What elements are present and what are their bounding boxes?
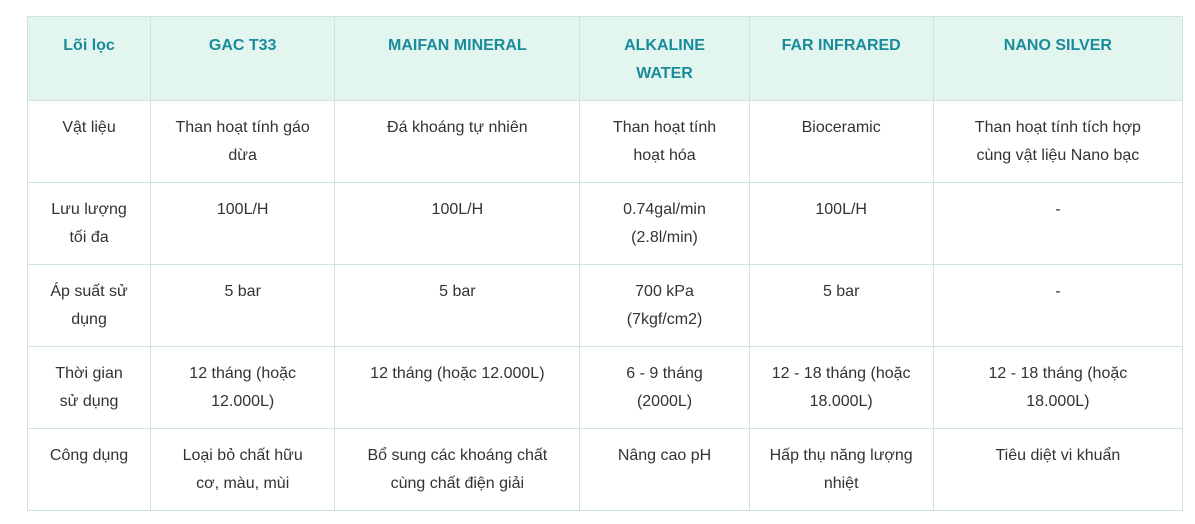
table-cell: Loại bỏ chất hữu cơ, màu, mùi xyxy=(151,429,335,511)
table-row xyxy=(28,347,1183,429)
header-cell-nano-silver: NANO SILVER xyxy=(933,17,1182,101)
table-cell: Tiêu diệt vi khuẩn xyxy=(933,429,1182,511)
table-cell: Than hoạt tính gáo dừa xyxy=(151,101,335,183)
header-cell-filter: Lõi lọc xyxy=(28,17,151,101)
table-cell: Bổ sung các khoáng chất cùng chất điện giải xyxy=(335,429,580,511)
table-cell: 12 - 18 tháng (hoặc 18.000L) xyxy=(933,347,1182,429)
table-cell: - xyxy=(933,265,1182,347)
table-row xyxy=(28,101,1183,183)
table-cell: 100L/H xyxy=(151,183,335,265)
table-row xyxy=(28,183,1183,265)
header-cell-far-infrared: FAR INFRARED xyxy=(749,17,933,101)
table-cell: Bioceramic xyxy=(749,101,933,183)
table-cell: - xyxy=(933,183,1182,265)
header-cell-alkaline-water: ALKALINE WATER xyxy=(580,17,749,101)
table-header-row xyxy=(28,17,1183,101)
row-label: Thời gian sử dụng xyxy=(28,347,151,429)
table-cell: 12 tháng (hoặc 12.000L) xyxy=(335,347,580,429)
table-row xyxy=(28,429,1183,511)
table-cell: 0.74gal/min (2.8l/min) xyxy=(580,183,749,265)
table-cell: 5 bar xyxy=(749,265,933,347)
table-cell: 6 - 9 tháng (2000L) xyxy=(580,347,749,429)
table-cell: Nâng cao pH xyxy=(580,429,749,511)
table-cell: 100L/H xyxy=(335,183,580,265)
table-cell: Đá khoáng tự nhiên xyxy=(335,101,580,183)
table-cell: 12 tháng (hoặc 12.000L) xyxy=(151,347,335,429)
row-label: Vật liệu xyxy=(28,101,151,183)
row-label: Áp suất sử dụng xyxy=(28,265,151,347)
table-cell: 5 bar xyxy=(335,265,580,347)
table-row xyxy=(28,265,1183,347)
table-cell: Than hoạt tính hoạt hóa xyxy=(580,101,749,183)
header-cell-gac-t33: GAC T33 xyxy=(151,17,335,101)
table-cell: 100L/H xyxy=(749,183,933,265)
table-cell: Than hoạt tính tích hợp cùng vật liệu Nano bạc xyxy=(933,101,1182,183)
table-cell: Hấp thụ năng lượng nhiệt xyxy=(749,429,933,511)
row-label: Công dụng xyxy=(28,429,151,511)
header-cell-maifan-mineral: MAIFAN MINERAL xyxy=(335,17,580,101)
table-cell: 5 bar xyxy=(151,265,335,347)
table-cell: 12 - 18 tháng (hoặc 18.000L) xyxy=(749,347,933,429)
table-cell: 700 kPa (7kgf/cm2) xyxy=(580,265,749,347)
filter-comparison-table xyxy=(27,16,1183,511)
row-label: Lưu lượng tối đa xyxy=(28,183,151,265)
